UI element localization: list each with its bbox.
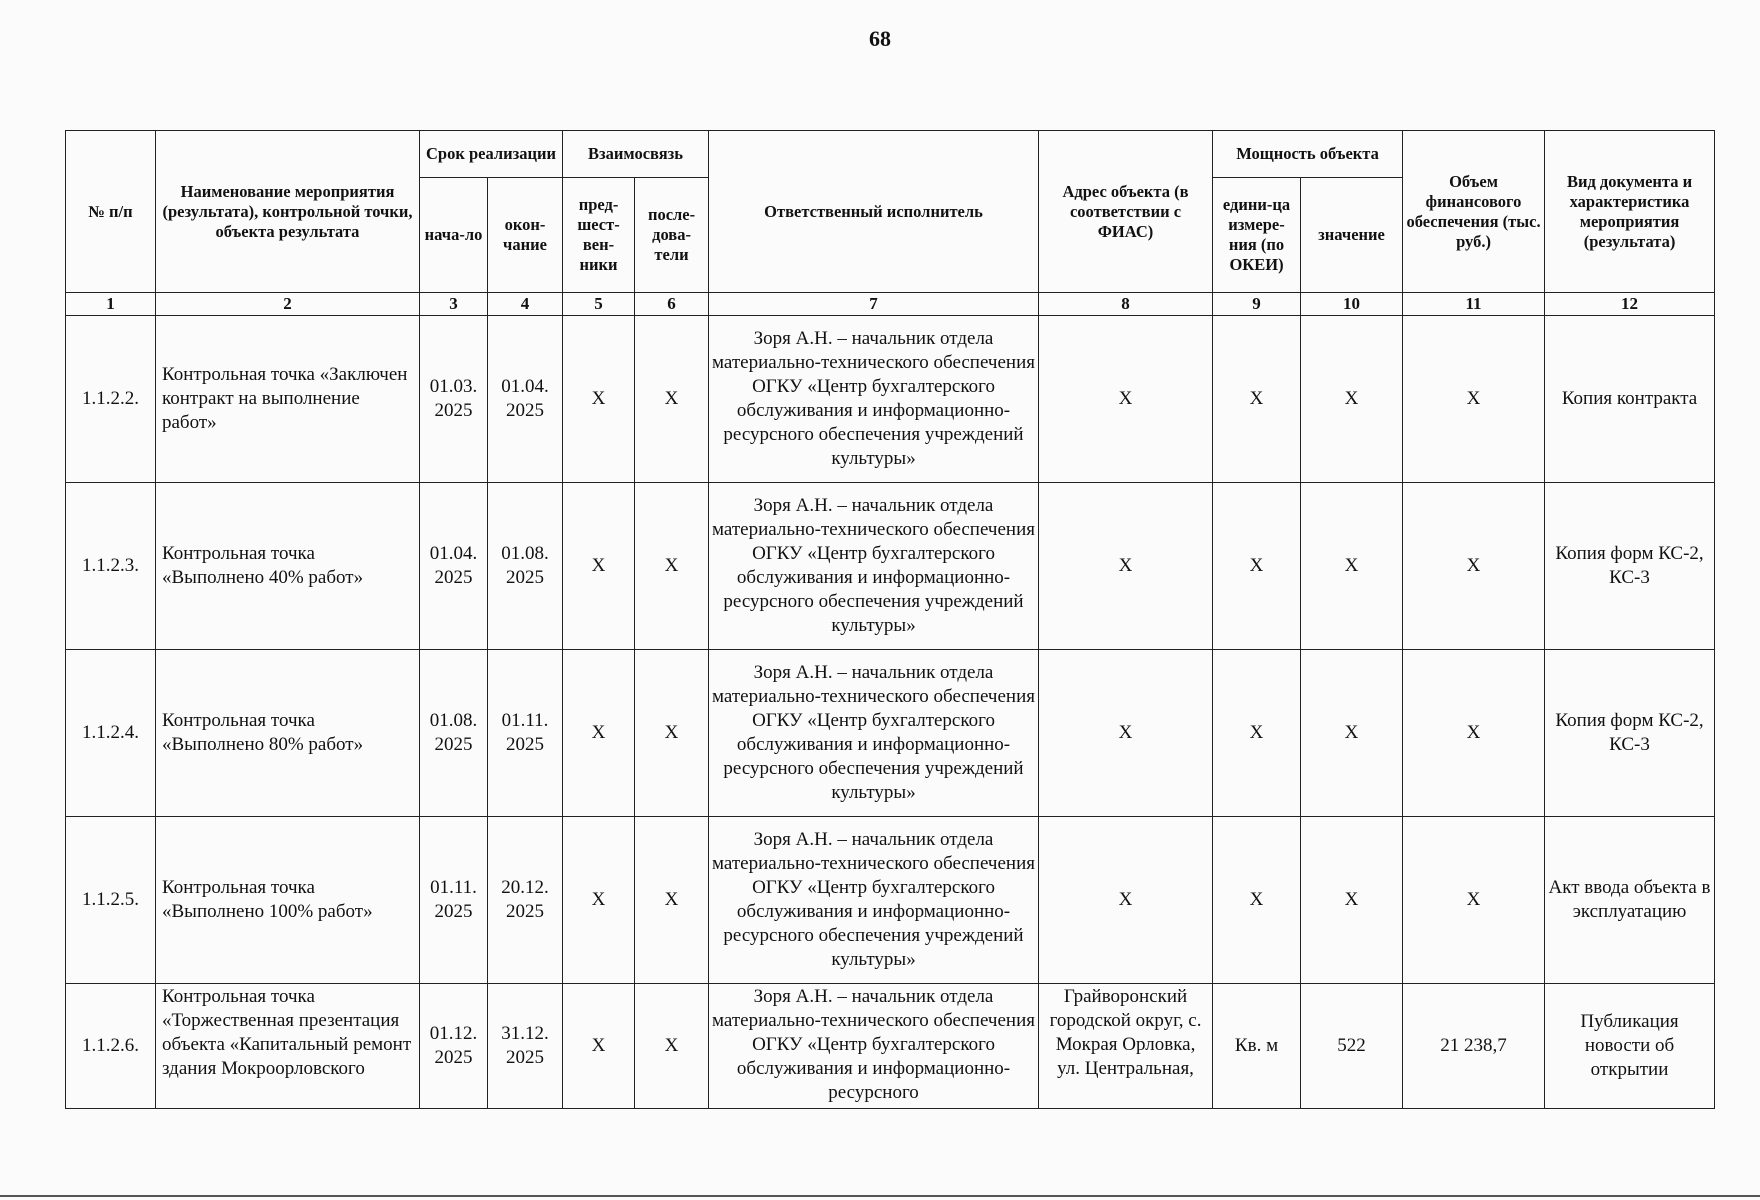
row-end: 31.12. 2025: [488, 984, 563, 1109]
row-next: X: [635, 817, 709, 984]
row-num: 1.1.2.3.: [66, 483, 156, 650]
scan-edge-line: [0, 1195, 1760, 1197]
row-end: 01.08. 2025: [488, 483, 563, 650]
header-relation: Взаимосвязь: [563, 131, 709, 178]
row-start: 01.11. 2025: [420, 817, 488, 984]
row-start: 01.12. 2025: [420, 984, 488, 1109]
row-next: X: [635, 984, 709, 1109]
row-num: 1.1.2.5.: [66, 817, 156, 984]
row-unit: X: [1213, 483, 1301, 650]
column-number-row: [66, 293, 1715, 316]
row-finance: X: [1403, 316, 1545, 483]
row-end: 01.11. 2025: [488, 650, 563, 817]
row-next: X: [635, 650, 709, 817]
row-start: 01.03. 2025: [420, 316, 488, 483]
header-row-1: [66, 131, 1715, 178]
column-number: 11: [1403, 293, 1545, 316]
row-prev: X: [563, 316, 635, 483]
column-number: 10: [1301, 293, 1403, 316]
row-end: 01.04. 2025: [488, 316, 563, 483]
header-relation-next: после-дова-тели: [635, 178, 709, 293]
table-row: [66, 817, 1715, 984]
row-prev: X: [563, 817, 635, 984]
header-term-end: окон-чание: [488, 178, 563, 293]
header-term: Срок реализации: [420, 131, 563, 178]
row-prev: X: [563, 483, 635, 650]
header-finance: Объем финансового обеспечения (тыс. руб.): [1403, 131, 1545, 293]
row-next: X: [635, 316, 709, 483]
header-num: № п/п: [66, 131, 156, 293]
row-num: 1.1.2.4.: [66, 650, 156, 817]
row-executor: Зоря А.Н. – начальник отдела материально-технического обеспечения ОГКУ «Центр бухгалтерского обслуживания и информационно-ресурсного обеспечения учреждений культуры»: [709, 817, 1039, 984]
column-number: 4: [488, 293, 563, 316]
row-finance: X: [1403, 483, 1545, 650]
header-capacity-value: значение: [1301, 178, 1403, 293]
row-name: Контрольная точка «Выполнено 100% работ»: [156, 817, 420, 984]
row-document: Копия форм КС-2, КС-3: [1545, 483, 1715, 650]
header-capacity: Мощность объекта: [1213, 131, 1403, 178]
row-unit: X: [1213, 650, 1301, 817]
column-number: 8: [1039, 293, 1213, 316]
header-name: Наименование мероприятия (результата), контрольной точки, объекта результата: [156, 131, 420, 293]
row-name: Контрольная точка «Торжественная презентация объекта «Капитальный ремонт здания Мокроорловского: [156, 984, 420, 1109]
row-value: X: [1301, 817, 1403, 984]
row-executor: Зоря А.Н. – начальник отдела материально-технического обеспечения ОГКУ «Центр бухгалтерского обслуживания и информационно-ресурсного обеспечения учреждений культуры»: [709, 650, 1039, 817]
row-executor: Зоря А.Н. – начальник отдела материально-технического обеспечения ОГКУ «Центр бухгалтерского обслуживания и информационно-ресурсного обеспечения учреждений культуры»: [709, 316, 1039, 483]
row-unit: Кв. м: [1213, 984, 1301, 1109]
row-document: Публикация новости об открытии: [1545, 984, 1715, 1109]
header-document: Вид документа и характеристика мероприятия (результата): [1545, 131, 1715, 293]
column-number: 5: [563, 293, 635, 316]
row-value: 522: [1301, 984, 1403, 1109]
table-row: [66, 984, 1715, 1109]
row-address: X: [1039, 483, 1213, 650]
row-document: Копия форм КС-2, КС-3: [1545, 650, 1715, 817]
row-num: 1.1.2.2.: [66, 316, 156, 483]
column-number: 2: [156, 293, 420, 316]
row-prev: X: [563, 650, 635, 817]
header-address: Адрес объекта (в соответствии с ФИАС): [1039, 131, 1213, 293]
row-document: Акт ввода объекта в эксплуатацию: [1545, 817, 1715, 984]
row-finance: 21 238,7: [1403, 984, 1545, 1109]
row-unit: X: [1213, 316, 1301, 483]
header-executor: Ответственный исполнитель: [709, 131, 1039, 293]
row-address: X: [1039, 650, 1213, 817]
row-value: X: [1301, 316, 1403, 483]
row-address: X: [1039, 316, 1213, 483]
row-end: 20.12. 2025: [488, 817, 563, 984]
row-prev: X: [563, 984, 635, 1109]
column-number: 7: [709, 293, 1039, 316]
row-start: 01.08. 2025: [420, 650, 488, 817]
row-address: Грайворонский городской округ, с. Мокрая Орловка, ул. Центральная,: [1039, 984, 1213, 1109]
column-number: 6: [635, 293, 709, 316]
column-number: 3: [420, 293, 488, 316]
events-table: [65, 130, 1715, 1109]
row-document: Копия контракта: [1545, 316, 1715, 483]
row-next: X: [635, 483, 709, 650]
column-number: 12: [1545, 293, 1715, 316]
column-number: 1: [66, 293, 156, 316]
table-row: [66, 483, 1715, 650]
column-number: 9: [1213, 293, 1301, 316]
row-num: 1.1.2.6.: [66, 984, 156, 1109]
row-executor: Зоря А.Н. – начальник отдела материально-технического обеспечения ОГКУ «Центр бухгалтерского обслуживания и информационно-ресурсного обеспечения учреждений культуры»: [709, 483, 1039, 650]
page-number: 68: [869, 26, 891, 51]
row-address: X: [1039, 817, 1213, 984]
header-term-start: нача-ло: [420, 178, 488, 293]
row-finance: X: [1403, 650, 1545, 817]
row-start: 01.04. 2025: [420, 483, 488, 650]
row-name: Контрольная точка «Заключен контракт на выполнение работ»: [156, 316, 420, 483]
row-value: X: [1301, 650, 1403, 817]
row-value: X: [1301, 483, 1403, 650]
header-capacity-unit: едини-ца измере-ния (по ОКЕИ): [1213, 178, 1301, 293]
row-unit: X: [1213, 817, 1301, 984]
header-relation-prev: пред-шест-вен-ники: [563, 178, 635, 293]
row-executor: Зоря А.Н. – начальник отдела материально-технического обеспечения ОГКУ «Центр бухгалтерского обслуживания и информационно-ресурсного: [709, 984, 1039, 1109]
row-name: Контрольная точка «Выполнено 80% работ»: [156, 650, 420, 817]
row-finance: X: [1403, 817, 1545, 984]
row-name: Контрольная точка «Выполнено 40% работ»: [156, 483, 420, 650]
table-row: [66, 650, 1715, 817]
table-row: [66, 316, 1715, 483]
